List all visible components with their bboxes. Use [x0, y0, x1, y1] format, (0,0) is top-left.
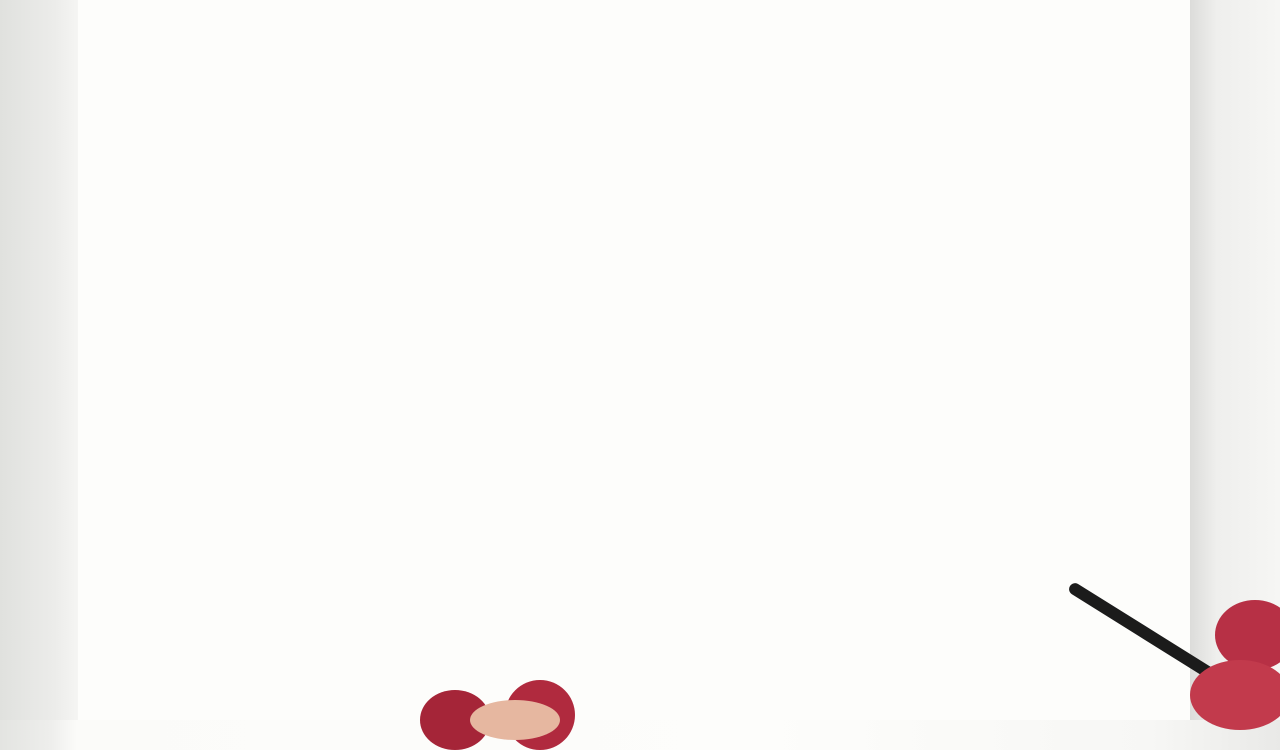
hand-skin — [470, 700, 560, 740]
